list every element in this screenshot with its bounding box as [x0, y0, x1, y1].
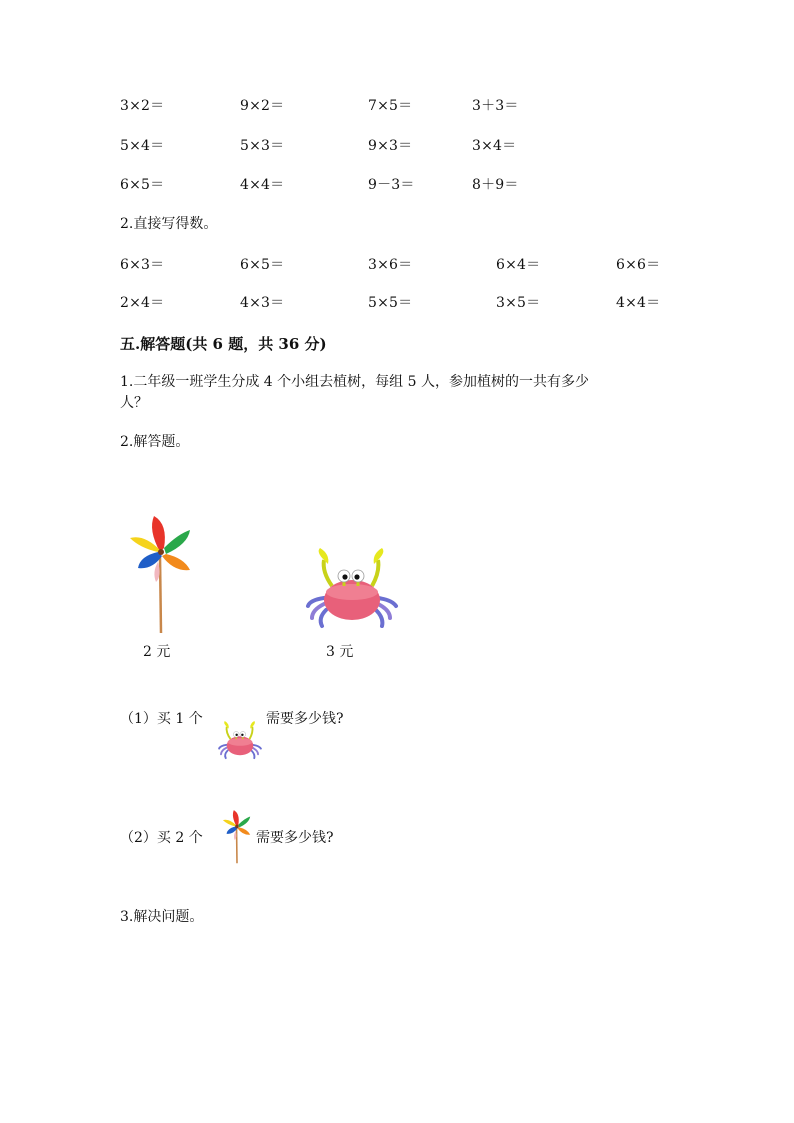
- calc-item: 6×5＝: [120, 177, 165, 193]
- calc-item: 9×3＝: [368, 138, 413, 154]
- calc-item: 4×3＝: [240, 295, 285, 311]
- calc-item: 5×5＝: [368, 295, 413, 311]
- calc-item: 3×5＝: [496, 295, 541, 311]
- sub-question-1-prefix: （1）买 1 个: [120, 711, 203, 727]
- calc-item: 6×6＝: [616, 257, 661, 273]
- sub-question-1-suffix: 需要多少钱?: [266, 711, 344, 727]
- calc-item: 8＋9＝: [472, 177, 519, 193]
- sub-question-2-prefix: （2）买 2 个: [120, 830, 203, 846]
- calc-item: 4×4＝: [240, 177, 285, 193]
- calc-row-3: [0, 175, 794, 197]
- crab-price: 3 元: [326, 644, 354, 660]
- calc-row-5: [0, 293, 794, 315]
- crab-image: [306, 550, 398, 630]
- section-5-title: 五.解答题(共 6 题，共 36 分): [120, 335, 327, 353]
- calc-item: 6×3＝: [120, 257, 165, 273]
- pinwheel-image: [128, 512, 194, 634]
- calc-row-2: [0, 136, 794, 158]
- calc-row-4: [0, 255, 794, 277]
- problem-2-title: 2.解答题。: [120, 434, 190, 450]
- calc-item: 3＋3＝: [472, 98, 519, 114]
- calc-item: 6×5＝: [240, 257, 285, 273]
- calc-item: 3×2＝: [120, 98, 165, 114]
- pinwheel-small-image: [222, 808, 252, 864]
- calc-item: 2×4＝: [120, 295, 165, 311]
- calc-row-1: [0, 96, 794, 118]
- pinwheel-price: 2 元: [143, 644, 171, 660]
- problem-1-line-2: 人？: [120, 395, 148, 411]
- calc-item: 3×6＝: [368, 257, 413, 273]
- calc-item: 4×4＝: [616, 295, 661, 311]
- crab-small-image: [218, 722, 262, 760]
- calc-item: 3×4＝: [472, 138, 517, 154]
- calc-item: 7×5＝: [368, 98, 413, 114]
- sub-question-2-suffix: 需要多少钱?: [256, 830, 334, 846]
- problem-3-title: 3.解决问题。: [120, 909, 204, 925]
- calc-item: 6×4＝: [496, 257, 541, 273]
- calc-item: 9×2＝: [240, 98, 285, 114]
- calc-item: 5×4＝: [120, 138, 165, 154]
- calc-item: 9－3＝: [368, 177, 415, 193]
- question-2-title: 2.直接写得数。: [120, 216, 218, 232]
- problem-1-line-1: 1.二年级一班学生分成 4 个小组去植树，每组 5 人，参加植树的一共有多少: [120, 374, 589, 390]
- calc-item: 5×3＝: [240, 138, 285, 154]
